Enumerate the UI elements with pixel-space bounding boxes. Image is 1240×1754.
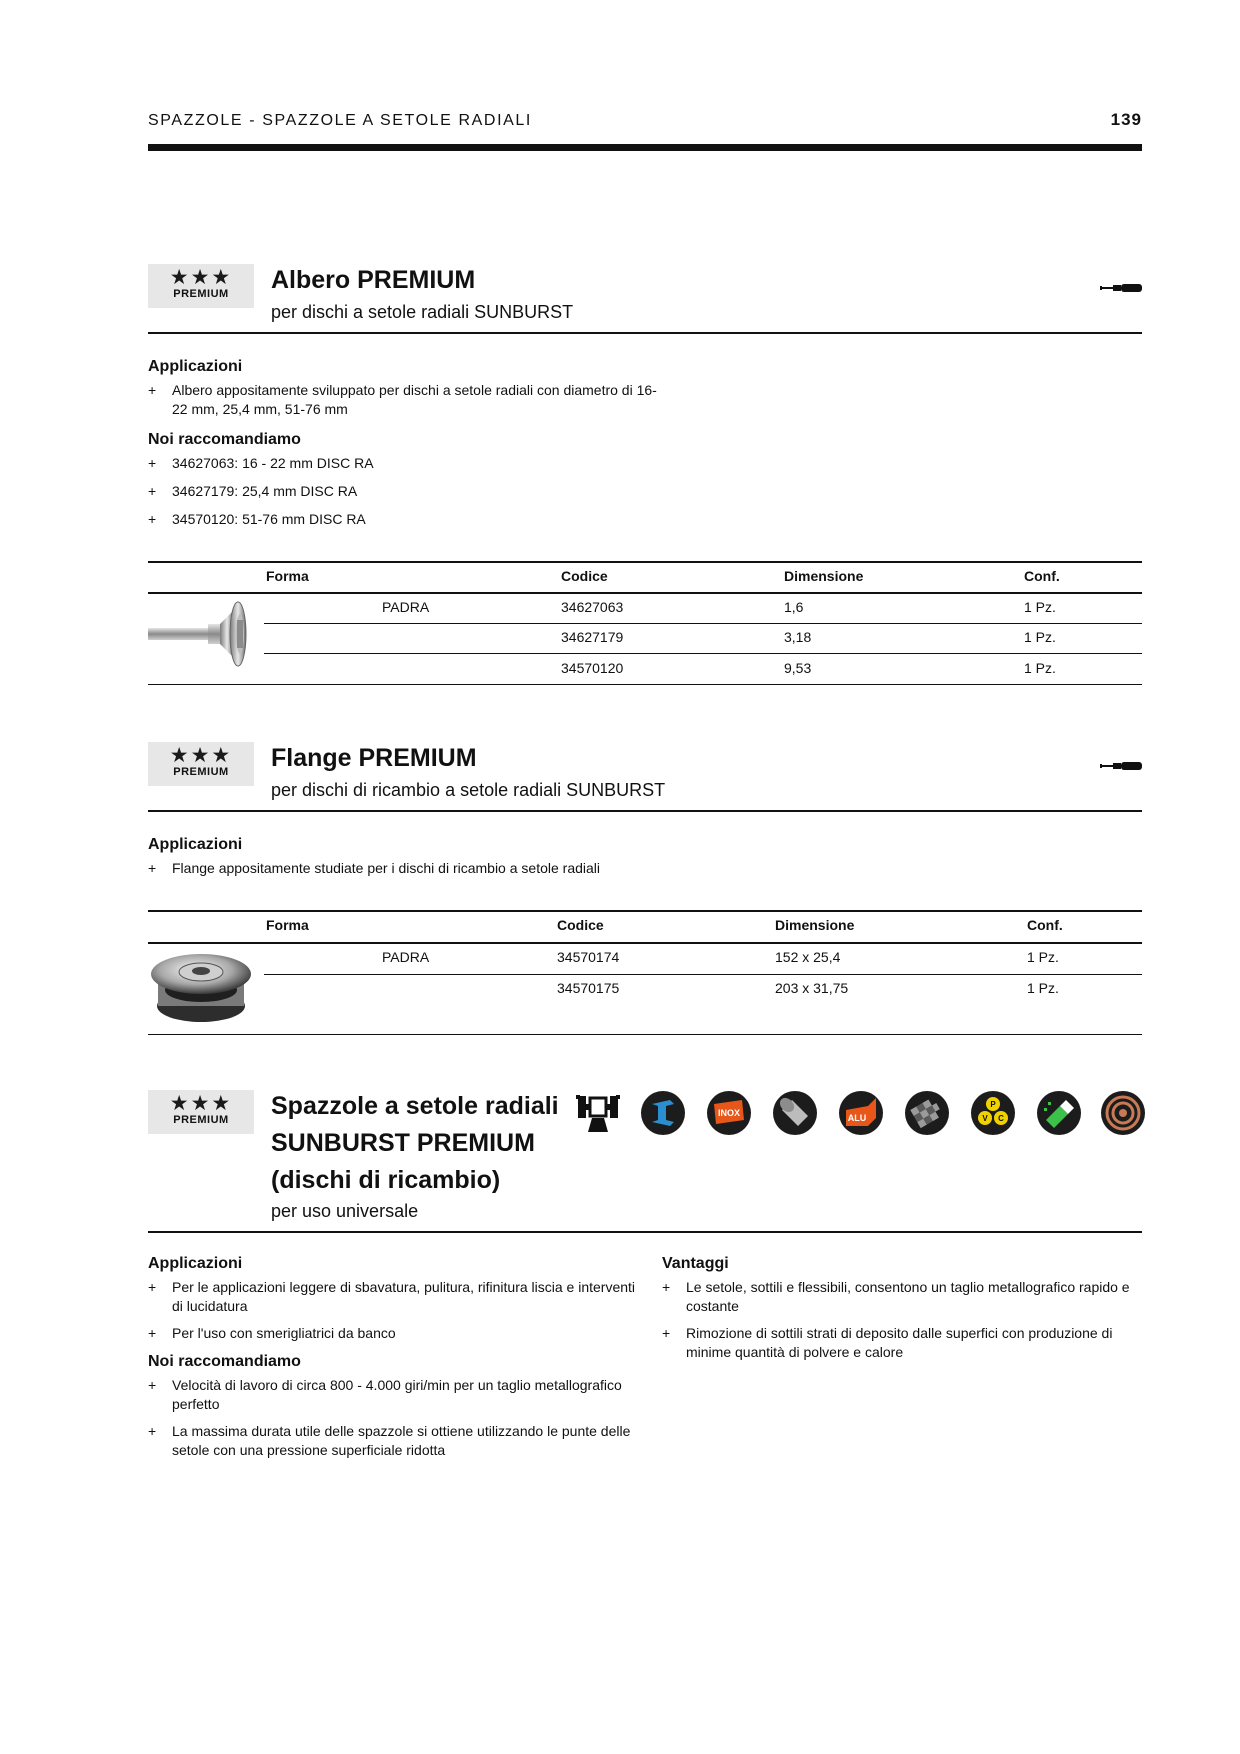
product-title: Albero PREMIUM xyxy=(271,266,476,294)
bench-grinder-icon xyxy=(576,1094,620,1134)
list-item: + Per l'uso con smerigliatrici da banco xyxy=(148,1325,396,1341)
die-grinder-icon xyxy=(1100,760,1144,772)
table-header-rule xyxy=(148,942,1142,944)
forma-value: PADRA xyxy=(382,599,430,615)
plus-icon: + xyxy=(148,1423,157,1439)
list-item: + 34627063: 16 - 22 mm DISC RA xyxy=(148,455,374,471)
col-header-forma: Forma xyxy=(266,568,309,584)
arbor-image xyxy=(148,600,254,668)
pvc-material-icon xyxy=(970,1090,1016,1136)
table-cell-code: 34570174 xyxy=(557,949,620,965)
list-item: + La massima durata utile delle spazzole si ottiene utilizzando le punte delle setole con una pressione superficiale ridotta xyxy=(148,1423,631,1458)
badge-label: PREMIUM xyxy=(173,1114,229,1126)
inox-material-icon xyxy=(706,1090,752,1136)
plus-icon: + xyxy=(148,1325,157,1341)
applications-heading: Applicazioni xyxy=(148,836,243,853)
table-cell-code: 34627063 xyxy=(561,599,624,615)
list-item: + Per le applicazioni leggere di sbavatura, pulitura, rifinitura liscia e interventi di lucidatura xyxy=(148,1279,636,1314)
table-bottom-rule xyxy=(148,684,1142,685)
steel-material-icon xyxy=(640,1090,686,1136)
alu-label: ALU xyxy=(847,1113,867,1123)
title-divider xyxy=(148,332,1142,334)
list-item: + 34627179: 25,4 mm DISC RA xyxy=(148,483,358,499)
wood-material-icon xyxy=(1100,1090,1146,1136)
table-bottom-rule xyxy=(148,1034,1142,1035)
svg-text:P: P xyxy=(990,1100,996,1109)
product-subtitle: per dischi di ricambio a setole radiali SUNBURST xyxy=(271,780,666,800)
col-header-dimensione: Dimensione xyxy=(775,917,855,933)
stars-icon: ★★★ xyxy=(169,744,233,767)
badge-label: PREMIUM xyxy=(173,766,229,778)
product-title: Flange PREMIUM xyxy=(271,744,477,772)
plus-icon: + xyxy=(662,1279,671,1295)
list-item: + Albero appositamente sviluppato per dischi a setole radiali con diametro di 16-22 mm, 25,4 mm, 51-76 mm xyxy=(148,382,657,417)
table-cell-dimension: 152 x 25,4 xyxy=(775,949,841,965)
premium-badge xyxy=(148,742,254,786)
table-cell-pack: 1 Pz. xyxy=(1024,629,1056,645)
list-item: + Velocità di lavoro di circa 800 - 4.000 giri/min per un taglio metallografico perfetto xyxy=(148,1377,622,1412)
recommend-heading: Noi raccomandiamo xyxy=(148,1353,301,1370)
list-item: + Flange appositamente studiate per i dischi di ricambio a setole radiali xyxy=(148,860,601,876)
advantages-heading: Vantaggi xyxy=(662,1255,729,1272)
table-cell-pack: 1 Pz. xyxy=(1024,660,1056,676)
header-divider xyxy=(148,144,1142,151)
col-header-codice: Codice xyxy=(561,568,608,584)
table-cell-code: 34627179 xyxy=(561,629,624,645)
product-title-line: (dischi di ricambio) xyxy=(271,1166,501,1194)
table-header-rule xyxy=(148,592,1142,594)
plus-icon: + xyxy=(148,1377,157,1393)
plus-icon: + xyxy=(662,1325,671,1341)
plus-icon: + xyxy=(148,382,157,398)
col-header-conf: Conf. xyxy=(1027,917,1063,933)
list-item: + Le setole, sottili e flessibili, consentono un taglio metallografico rapido e costante xyxy=(662,1279,1130,1314)
recommend-heading: Noi raccomandiamo xyxy=(148,431,301,448)
table-cell-code: 34570120 xyxy=(561,660,624,676)
col-header-dimensione: Dimensione xyxy=(784,568,864,584)
plus-icon: + xyxy=(148,511,157,527)
flange-image xyxy=(148,948,254,1028)
svg-text:V: V xyxy=(982,1114,988,1123)
title-divider xyxy=(148,810,1142,812)
plus-icon: + xyxy=(148,860,157,876)
list-item: + Rimozione di sottili strati di deposito dalle superfici con produzione di minime quantità di polvere e calore xyxy=(662,1325,1113,1360)
applications-heading: Applicazioni xyxy=(148,1255,243,1272)
table-cell-code: 34570175 xyxy=(557,980,620,996)
paint-removal-icon xyxy=(1036,1090,1082,1136)
table-cell-dimension: 9,53 xyxy=(784,660,812,676)
table-cell-pack: 1 Pz. xyxy=(1027,949,1059,965)
page-number: 139 xyxy=(1110,110,1142,129)
applications-heading: Applicazioni xyxy=(148,358,243,375)
row-divider xyxy=(264,974,1142,975)
forma-value: PADRA xyxy=(382,949,430,965)
product-subtitle: per uso universale xyxy=(271,1201,419,1221)
plus-icon: + xyxy=(148,483,157,499)
col-header-codice: Codice xyxy=(557,917,604,933)
cast-iron-material-icon xyxy=(772,1090,818,1136)
composite-material-icon xyxy=(904,1090,950,1136)
product-title-line: Spazzole a setole radiali xyxy=(271,1092,559,1120)
col-header-forma: Forma xyxy=(266,917,309,933)
section-header: SPAZZOLE - SPAZZOLE A SETOLE RADIALI xyxy=(148,112,532,129)
table-cell-pack: 1 Pz. xyxy=(1027,980,1059,996)
row-divider xyxy=(264,653,1142,654)
premium-badge xyxy=(148,264,254,308)
row-divider xyxy=(264,623,1142,624)
stars-icon: ★★★ xyxy=(169,266,233,289)
badge-label: PREMIUM xyxy=(173,288,229,300)
table-cell-dimension: 1,6 xyxy=(784,599,804,615)
svg-text:C: C xyxy=(998,1114,1004,1123)
table-cell-dimension: 3,18 xyxy=(784,629,812,645)
table-top-rule xyxy=(148,910,1142,912)
plus-icon: + xyxy=(148,455,157,471)
product-subtitle: per dischi a setole radiali SUNBURST xyxy=(271,302,574,322)
product-title-line: SUNBURST PREMIUM xyxy=(271,1129,535,1157)
plus-icon: + xyxy=(148,1279,157,1295)
table-cell-dimension: 203 x 31,75 xyxy=(775,980,849,996)
table-top-rule xyxy=(148,561,1142,563)
premium-badge xyxy=(148,1090,254,1134)
inox-label: INOX xyxy=(717,1108,741,1118)
col-header-conf: Conf. xyxy=(1024,568,1060,584)
stars-icon: ★★★ xyxy=(169,1092,233,1115)
die-grinder-icon xyxy=(1100,282,1144,294)
alu-material-icon xyxy=(838,1090,884,1136)
table-cell-pack: 1 Pz. xyxy=(1024,599,1056,615)
title-divider xyxy=(148,1231,1142,1233)
list-item: + 34570120: 51-76 mm DISC RA xyxy=(148,511,366,527)
